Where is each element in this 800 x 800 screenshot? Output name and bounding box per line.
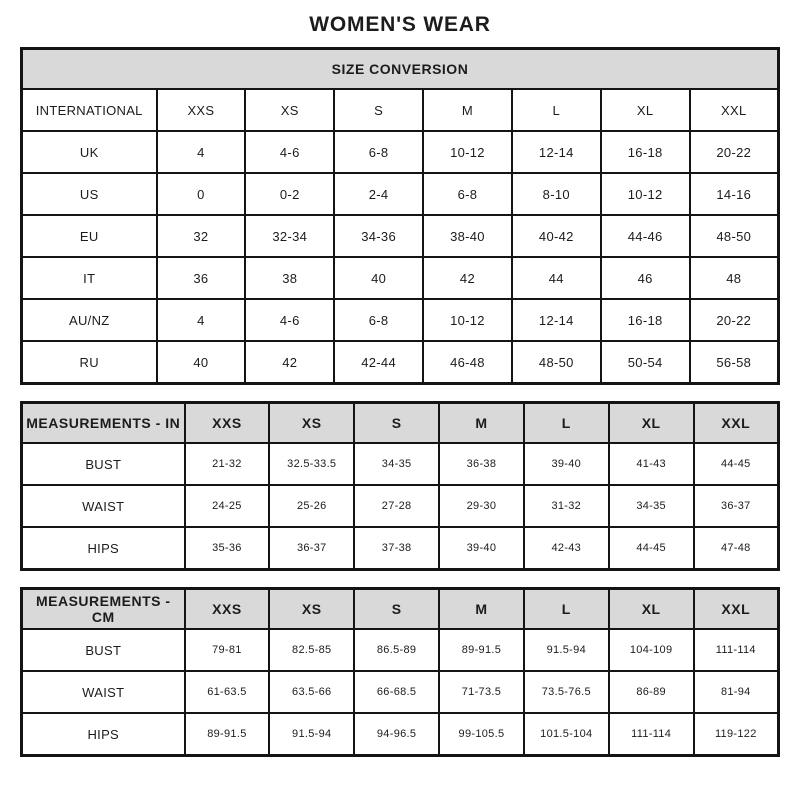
value-cell: 73.5-76.5 (524, 671, 609, 713)
value-cell: 34-36 (334, 215, 423, 257)
value-cell: 89-91.5 (439, 629, 524, 671)
value-cell: 0-2 (245, 173, 334, 215)
value-cell: 31-32 (524, 485, 609, 527)
value-cell: 39-40 (439, 527, 524, 570)
value-cell: 47-48 (694, 527, 779, 570)
value-cell: 6-8 (334, 131, 423, 173)
page-title: WOMEN'S WEAR (309, 13, 491, 36)
table-row (22, 629, 779, 671)
value-cell: 46 (601, 257, 690, 299)
col-header-xxl: XXL (694, 403, 779, 444)
col-header-s: S (354, 589, 439, 630)
col-header-xxs: XXS (185, 589, 270, 630)
value-cell: 12-14 (512, 299, 601, 341)
value-cell: 86-89 (609, 671, 694, 713)
value-cell: 4-6 (245, 131, 334, 173)
col-header-s: S (334, 89, 423, 131)
col-header-xxl: XXL (690, 89, 779, 131)
table-row (22, 443, 779, 485)
value-cell: 44-45 (609, 527, 694, 570)
table-row (22, 403, 779, 444)
value-cell: 25-26 (269, 485, 354, 527)
value-cell: 8-10 (512, 173, 601, 215)
value-cell: 91.5-94 (269, 713, 354, 756)
value-cell: 12-14 (512, 131, 601, 173)
value-cell: 56-58 (690, 341, 779, 384)
value-cell: 6-8 (334, 299, 423, 341)
value-cell: 36 (157, 257, 246, 299)
row-label-hips: HIPS (22, 713, 185, 756)
size-conversion-table (20, 47, 780, 385)
value-cell: 48-50 (690, 215, 779, 257)
value-cell: 0 (157, 173, 246, 215)
value-cell: 10-12 (423, 299, 512, 341)
value-cell: 14-16 (690, 173, 779, 215)
row-label-waist: WAIST (22, 485, 185, 527)
col-header-m: M (439, 589, 524, 630)
col-header-xxs: XXS (185, 403, 270, 444)
value-cell: 24-25 (185, 485, 270, 527)
value-cell: 6-8 (423, 173, 512, 215)
col-header-l: L (524, 589, 609, 630)
value-cell: 42-44 (334, 341, 423, 384)
value-cell: 39-40 (524, 443, 609, 485)
col-header-xxl: XXL (694, 589, 779, 630)
row-label-bust: BUST (22, 443, 185, 485)
col-header-m: M (439, 403, 524, 444)
value-cell: 29-30 (439, 485, 524, 527)
col-header-xl: XL (601, 89, 690, 131)
measurements-cm-table (20, 587, 780, 757)
col-header-m: M (423, 89, 512, 131)
value-cell: 20-22 (690, 299, 779, 341)
value-cell: 32-34 (245, 215, 334, 257)
value-cell: 34-35 (609, 485, 694, 527)
value-cell: 111-114 (609, 713, 694, 756)
value-cell: 16-18 (601, 131, 690, 173)
table-row (22, 671, 779, 713)
value-cell: 46-48 (423, 341, 512, 384)
value-cell: 89-91.5 (185, 713, 270, 756)
value-cell: 48-50 (512, 341, 601, 384)
value-cell: 50-54 (601, 341, 690, 384)
row-label-eu: EU (22, 215, 157, 257)
value-cell: 119-122 (694, 713, 779, 756)
row-label-ru: RU (22, 341, 157, 384)
value-cell: 32.5-33.5 (269, 443, 354, 485)
table-row (22, 257, 779, 299)
value-cell: 86.5-89 (354, 629, 439, 671)
value-cell: 81-94 (694, 671, 779, 713)
table-row (22, 527, 779, 570)
col-header-xs: XS (269, 403, 354, 444)
measurements-in-title: MEASUREMENTS - IN (22, 403, 185, 444)
value-cell: 61-63.5 (185, 671, 270, 713)
value-cell: 4 (157, 299, 246, 341)
value-cell: 35-36 (185, 527, 270, 570)
table-row (22, 589, 779, 630)
measurements-cm-title: MEASUREMENTS - CM (22, 589, 185, 630)
value-cell: 38-40 (423, 215, 512, 257)
row-label-hips: HIPS (22, 527, 185, 570)
value-cell: 27-28 (354, 485, 439, 527)
table-row (22, 89, 779, 131)
value-cell: 36-38 (439, 443, 524, 485)
value-cell: 63.5-66 (269, 671, 354, 713)
table-row (22, 713, 779, 756)
table-row (22, 131, 779, 173)
table-row (22, 299, 779, 341)
value-cell: 36-37 (269, 527, 354, 570)
value-cell: 71-73.5 (439, 671, 524, 713)
value-cell: 104-109 (609, 629, 694, 671)
value-cell: 40 (334, 257, 423, 299)
col-header-xl: XL (609, 403, 694, 444)
col-header-xxs: XXS (157, 89, 246, 131)
table-row (22, 341, 779, 384)
value-cell: 40 (157, 341, 246, 384)
value-cell: 44-45 (694, 443, 779, 485)
value-cell: 32 (157, 215, 246, 257)
value-cell: 10-12 (601, 173, 690, 215)
table-row (22, 485, 779, 527)
col-header-l: L (524, 403, 609, 444)
value-cell: 42-43 (524, 527, 609, 570)
value-cell: 34-35 (354, 443, 439, 485)
value-cell: 40-42 (512, 215, 601, 257)
value-cell: 48 (690, 257, 779, 299)
value-cell: 44 (512, 257, 601, 299)
value-cell: 66-68.5 (354, 671, 439, 713)
value-cell: 16-18 (601, 299, 690, 341)
col-header-xs: XS (245, 89, 334, 131)
col-header-international: INTERNATIONAL (22, 89, 157, 131)
row-label-it: IT (22, 257, 157, 299)
value-cell: 42 (423, 257, 512, 299)
value-cell: 94-96.5 (354, 713, 439, 756)
value-cell: 42 (245, 341, 334, 384)
value-cell: 91.5-94 (524, 629, 609, 671)
value-cell: 4-6 (245, 299, 334, 341)
value-cell: 101.5-104 (524, 713, 609, 756)
row-label-aunz: AU/NZ (22, 299, 157, 341)
row-label-bust: BUST (22, 629, 185, 671)
table-row (22, 49, 779, 90)
value-cell: 20-22 (690, 131, 779, 173)
value-cell: 111-114 (694, 629, 779, 671)
value-cell: 36-37 (694, 485, 779, 527)
value-cell: 79-81 (185, 629, 270, 671)
table-row (22, 173, 779, 215)
col-header-l: L (512, 89, 601, 131)
value-cell: 38 (245, 257, 334, 299)
table-row (22, 215, 779, 257)
col-header-xs: XS (269, 589, 354, 630)
measurements-in-table (20, 401, 780, 571)
value-cell: 2-4 (334, 173, 423, 215)
col-header-xl: XL (609, 589, 694, 630)
row-label-waist: WAIST (22, 671, 185, 713)
row-label-uk: UK (22, 131, 157, 173)
row-label-us: US (22, 173, 157, 215)
value-cell: 4 (157, 131, 246, 173)
value-cell: 10-12 (423, 131, 512, 173)
size-conversion-title: SIZE CONVERSION (22, 49, 779, 90)
value-cell: 99-105.5 (439, 713, 524, 756)
value-cell: 37-38 (354, 527, 439, 570)
value-cell: 44-46 (601, 215, 690, 257)
value-cell: 41-43 (609, 443, 694, 485)
value-cell: 21-32 (185, 443, 270, 485)
value-cell: 82.5-85 (269, 629, 354, 671)
col-header-s: S (354, 403, 439, 444)
